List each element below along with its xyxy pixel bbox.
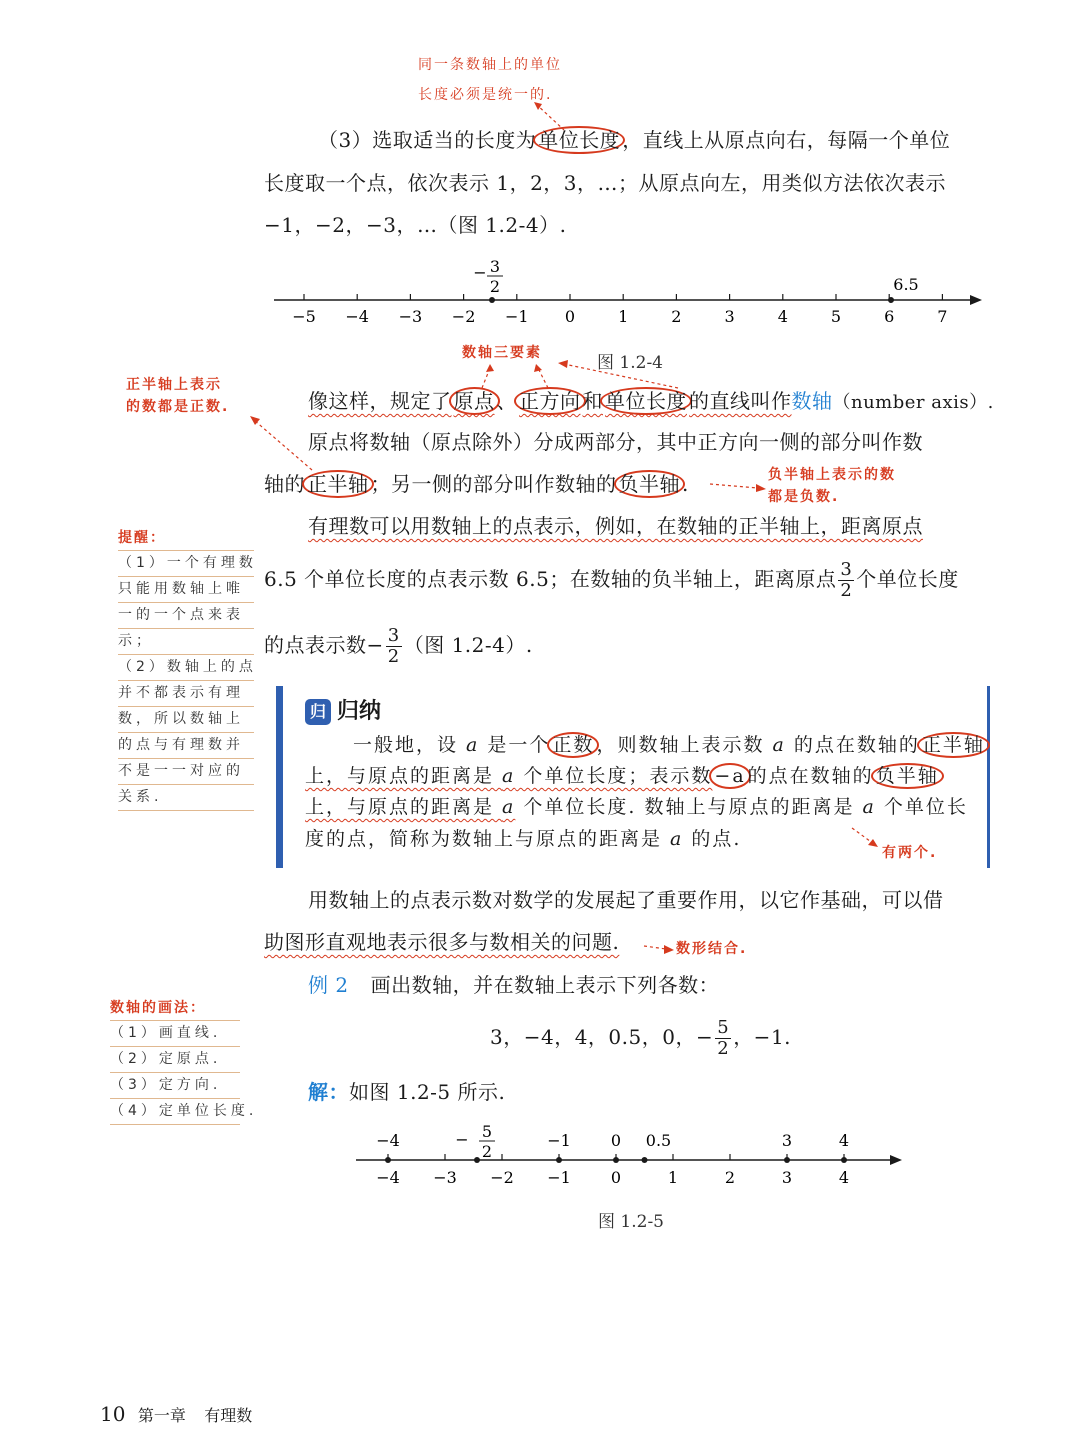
draw-method-sidebar: 数轴的画法： （1）画直线. （2）定原点. （3）定方向. （4）定单位长度.: [110, 996, 240, 1125]
frac-den: 2: [489, 277, 501, 296]
axis1-tick-label: 1: [618, 307, 629, 326]
summary-line3: 上，与原点的距离是 a 个单位长度. 数轴上与原点的距离是 a 个单位长: [305, 796, 968, 818]
example-numbers: 3，−4，4，0.5，0，− $\frac{5}{2}$ ，−1.: [490, 1017, 792, 1059]
rational-line1: 有理数可以用数轴上的点表示，例如，在数轴的正半轴上，距离原点: [308, 514, 923, 538]
axis1-tick-label: 4: [777, 307, 788, 326]
annotation-arrow-two: [850, 826, 882, 852]
axis2-point: [385, 1157, 391, 1163]
axis2-point: [784, 1157, 790, 1163]
axis1-tick-label: −3: [398, 307, 423, 326]
use-line1: 用数轴上的点表示数对数学的发展起了重要作用，以它作基础，可以借: [308, 888, 944, 912]
rational-line2: 6.5 个单位长度的点表示数 6.5；在数轴的负半轴上，距离原点 $\frac{3}{2}$ 个单位长度: [264, 559, 959, 601]
definition-line: 像这样，规定了 原点 、 正方向 和 单位长度 的直线叫作数轴（number axis）.: [308, 389, 994, 413]
point-neg-three-halves: [489, 297, 495, 303]
axis1-tick-label: −2: [451, 307, 476, 326]
solution: 解：如图 1.2-5 所示.: [308, 1080, 506, 1104]
axis2-point-label: 0.5: [645, 1131, 672, 1150]
axis2-tick-label: 0: [610, 1168, 622, 1187]
axis2-tick-label: −2: [490, 1168, 514, 1187]
axis2-tick-label: 3: [781, 1168, 793, 1187]
rational-line3: 的点表示数− $\frac{3}{2}$ （图 1.2-4）.: [264, 625, 533, 667]
note-positive-half: 正半轴上表示 的数都是正数.: [126, 377, 230, 415]
summary-line2: 上，与原点的距离是 a 个单位长度；表示数 −a 的点在数轴的 负半轴: [305, 761, 941, 792]
annotation-arrow-combine: [642, 940, 676, 956]
para3-line3: −1，−2，−3，…（图 1.2-4）.: [264, 213, 567, 237]
axis2-point-label: 4: [838, 1131, 850, 1150]
chapter-label: 第一章: [137, 1406, 186, 1425]
axis2-tick-label: −4: [376, 1168, 400, 1187]
axis1-tick-label: 5: [830, 307, 842, 326]
axis1-tick-label: −1: [505, 307, 529, 326]
example-2: 例 2 画出数轴，并在数轴上表示下列各数：: [308, 973, 720, 997]
caption-fig-1-2-5: 图 1.2-5: [598, 1212, 664, 1232]
point-6-5: [888, 297, 894, 303]
page-number: 10: [100, 1402, 126, 1426]
use-line2: 助图形直观地表示很多与数相关的问题.: [264, 930, 620, 954]
axis1-tick-label: 0: [564, 307, 576, 326]
axis1-tick-label: 6: [884, 307, 895, 326]
axis2-point: [642, 1157, 648, 1163]
axis2-point: [841, 1157, 847, 1163]
axis2-tick-label: 2: [724, 1168, 736, 1187]
summary-line4: 度的点，简称为数轴上与原点的距离是 a 的点.: [305, 828, 742, 850]
note-two-points: 有两个.: [882, 845, 938, 861]
axis2-tick-label: −3: [433, 1168, 457, 1187]
summary-title: 归 归纳: [305, 694, 381, 725]
number-axis-2: [352, 1120, 912, 1200]
axis1-tick-label: 2: [671, 307, 682, 326]
frac2-neg-sign: −: [455, 1130, 469, 1149]
summary-line1: 一般地，设 a 是一个 正数 ，则数轴上表示数 a 的点在数轴的 正半轴: [353, 730, 987, 761]
note-unit-length: 同一条数轴上的单位 长度必须是统一的.: [418, 57, 562, 103]
point-neg-five-halves: [474, 1157, 480, 1163]
frac2-den: 2: [481, 1142, 493, 1161]
term-number-axis: 数轴: [791, 389, 833, 413]
summary-book-icon: 归: [305, 699, 331, 725]
axis2-tick-label: 1: [667, 1168, 679, 1187]
half-axis-line1: 原点将数轴（原点除外）分成两部分，其中正方向一侧的部分叫作数: [308, 430, 923, 454]
chapter-title: 有理数: [204, 1406, 253, 1425]
half-axis-line2: 轴的 正半轴 ；另一侧的部分叫作数轴的 负半轴 .: [264, 472, 689, 496]
label-6-5: 6.5: [893, 275, 919, 294]
frac-neg-sign: −: [473, 263, 487, 282]
frac-num: 3: [489, 257, 501, 276]
page-footer: [100, 1402, 252, 1426]
note-combine: 数形结合.: [676, 941, 748, 957]
axis1-tick-label: −5: [292, 307, 316, 326]
note-three-elements: 数轴三要素: [462, 345, 542, 361]
axis2-tick-label: 4: [838, 1168, 850, 1187]
annotation-arrow-negative: [708, 476, 768, 496]
axis2-point-label: 3: [781, 1131, 793, 1150]
axis2-point-label: 0: [610, 1131, 622, 1150]
axis2-point: [556, 1157, 562, 1163]
tip-sidebar: 提醒： （1）一个有理数 只能用数轴上唯 一的一个点来表 示； （2）数轴上的点 并不都表示有理 数，所以数轴上 的点与有理数并 不是一一对应的 关系.: [118, 526, 254, 811]
axis1-tick-label: 7: [937, 307, 948, 326]
axis2-point-label: −4: [376, 1131, 400, 1150]
example-label: 例 2: [308, 973, 349, 997]
para3-line2: 长度取一个点，依次表示 1，2，3，…；从原点向左，用类似方法依次表示: [264, 171, 947, 195]
number-axis-1: [270, 250, 990, 332]
axis1-tick-label: −4: [345, 307, 369, 326]
summary-box: [276, 686, 990, 868]
axis2-point-label: −1: [547, 1131, 571, 1150]
axis2-point: [613, 1157, 619, 1163]
caption-fig-1-2-4: 图 1.2-4: [597, 353, 663, 373]
para3-line1: （3）选取适当的长度为 单位长度 ，直线上从原点向右，每隔一个单位: [318, 128, 951, 152]
axis2-tick-label: −1: [547, 1168, 571, 1187]
note-negative-half: 负半轴上表示的数 都是负数.: [768, 467, 896, 505]
frac2-num: 5: [481, 1122, 493, 1141]
axis1-tick-label: 3: [724, 307, 735, 326]
